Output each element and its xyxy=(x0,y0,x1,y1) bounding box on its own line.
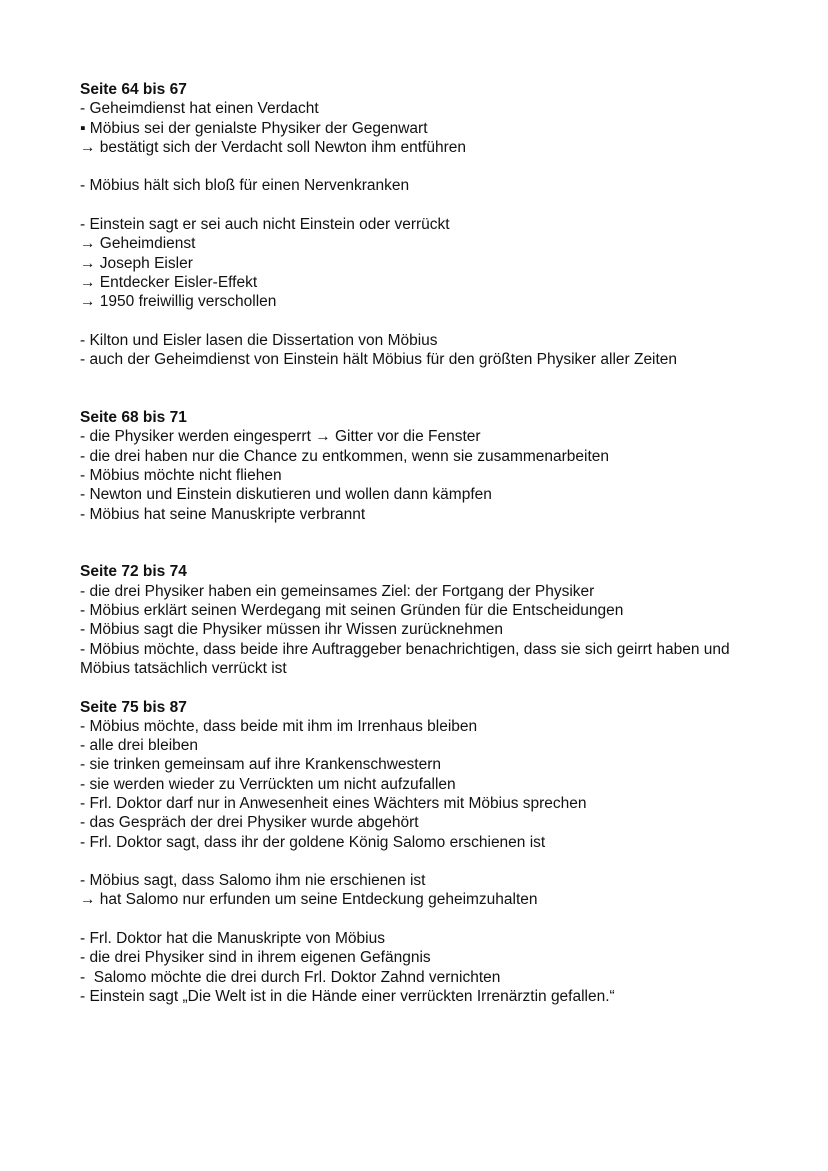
note-line: - Frl. Doktor hat die Manuskripte von Möbius xyxy=(80,930,385,948)
note-line: - Kilton und Eisler lasen die Dissertation von Möbius xyxy=(80,331,438,349)
spacer xyxy=(80,312,780,331)
note-line: - die drei Physiker sind in ihrem eigenen Gefängnis xyxy=(80,949,431,967)
note-line: - die drei haben nur die Chance zu entkommen, wenn sie zusammenarbeiten xyxy=(80,447,610,465)
section-seite-75-87 xyxy=(80,698,780,1007)
spacer xyxy=(80,196,780,215)
spacer xyxy=(80,157,780,176)
note-line: - Geheimdienst hat einen Verdacht xyxy=(80,100,319,118)
note-line: → 1950 freiwillig verschollen xyxy=(80,293,277,311)
note-line: ▪ Möbius sei der genialste Physiker der Gegenwart xyxy=(80,119,428,137)
note-line: - Newton und Einstein diskutieren und wollen dann kämpfen xyxy=(80,486,492,504)
note-line: - Frl. Doktor darf nur in Anwesenheit eines Wächters mit Möbius sprechen xyxy=(80,794,587,812)
note-line: - Möbius hat seine Manuskripte verbrannt xyxy=(80,505,366,523)
note-line: - Möbius möchte nicht fliehen xyxy=(80,466,282,484)
section-seite-72-74 xyxy=(80,562,780,678)
note-line: - sie werden wieder zu Verrückten um nicht aufzufallen xyxy=(80,775,456,793)
note-line: - Frl. Doktor sagt, dass ihr der goldene König Salomo erschienen ist xyxy=(80,833,546,851)
section-heading: Seite 75 bis 87 xyxy=(80,698,187,716)
spacer xyxy=(80,910,780,929)
note-line: - auch der Geheimdienst von Einstein hält Möbius für den größten Physiker aller Zeiten xyxy=(80,351,678,369)
note-line: → hat Salomo nur erfunden um seine Entdeckung geheimzuhalten xyxy=(80,891,538,909)
note-line: - Möbius möchte, dass beide mit ihm im Irrenhaus bleiben xyxy=(80,717,478,735)
section-seite-68-71 xyxy=(80,408,780,524)
note-line: - Einstein sagt „Die Welt ist in die Hände einer verrückten Irrenärztin gefallen.“ xyxy=(80,987,615,1005)
section-heading: Seite 72 bis 74 xyxy=(80,563,187,581)
spacer xyxy=(80,678,780,697)
note-line: - die Physiker werden eingesperrt → Gitter vor die Fenster xyxy=(80,428,481,446)
note-line: - Möbius hält sich bloß für einen Nervenkranken xyxy=(80,177,410,195)
note-line: → Entdecker Eisler-Effekt xyxy=(80,273,258,291)
note-line: - Salomo möchte die drei durch Frl. Doktor Zahnd vernichten xyxy=(80,968,501,986)
note-line: - die drei Physiker haben ein gemeinsames Ziel: der Fortgang der Physiker xyxy=(80,582,595,600)
section-seite-64-67 xyxy=(80,80,780,369)
note-line: - Möbius sagt, dass Salomo ihm nie erschienen ist xyxy=(80,872,426,890)
document-page xyxy=(80,80,780,1006)
spacer xyxy=(80,369,780,408)
spacer xyxy=(80,524,780,563)
section-heading: Seite 68 bis 71 xyxy=(80,409,187,427)
note-line: - Einstein sagt er sei auch nicht Einstein oder verrückt xyxy=(80,216,450,234)
note-line: - alle drei bleiben xyxy=(80,737,199,755)
section-heading: Seite 64 bis 67 xyxy=(80,81,187,98)
spacer xyxy=(80,852,780,871)
note-line: - Möbius erklärt seinen Werdegang mit seinen Gründen für die Entscheidungen xyxy=(80,602,624,620)
note-line: → Geheimdienst xyxy=(80,235,196,253)
note-line: → Joseph Eisler xyxy=(80,254,193,272)
note-paragraph: - Möbius möchte, dass beide ihre Auftraggeber benachrichtigen, dass sie sich geirrt haben und Möbius tatsächlich verrückt ist xyxy=(80,640,730,677)
note-line: → bestätigt sich der Verdacht soll Newton ihm entführen xyxy=(80,138,466,156)
note-line: - sie trinken gemeinsam auf ihre Krankenschwestern xyxy=(80,756,441,774)
note-line: - das Gespräch der drei Physiker wurde abgehört xyxy=(80,814,419,832)
note-line: - Möbius sagt die Physiker müssen ihr Wissen zurücknehmen xyxy=(80,621,503,639)
